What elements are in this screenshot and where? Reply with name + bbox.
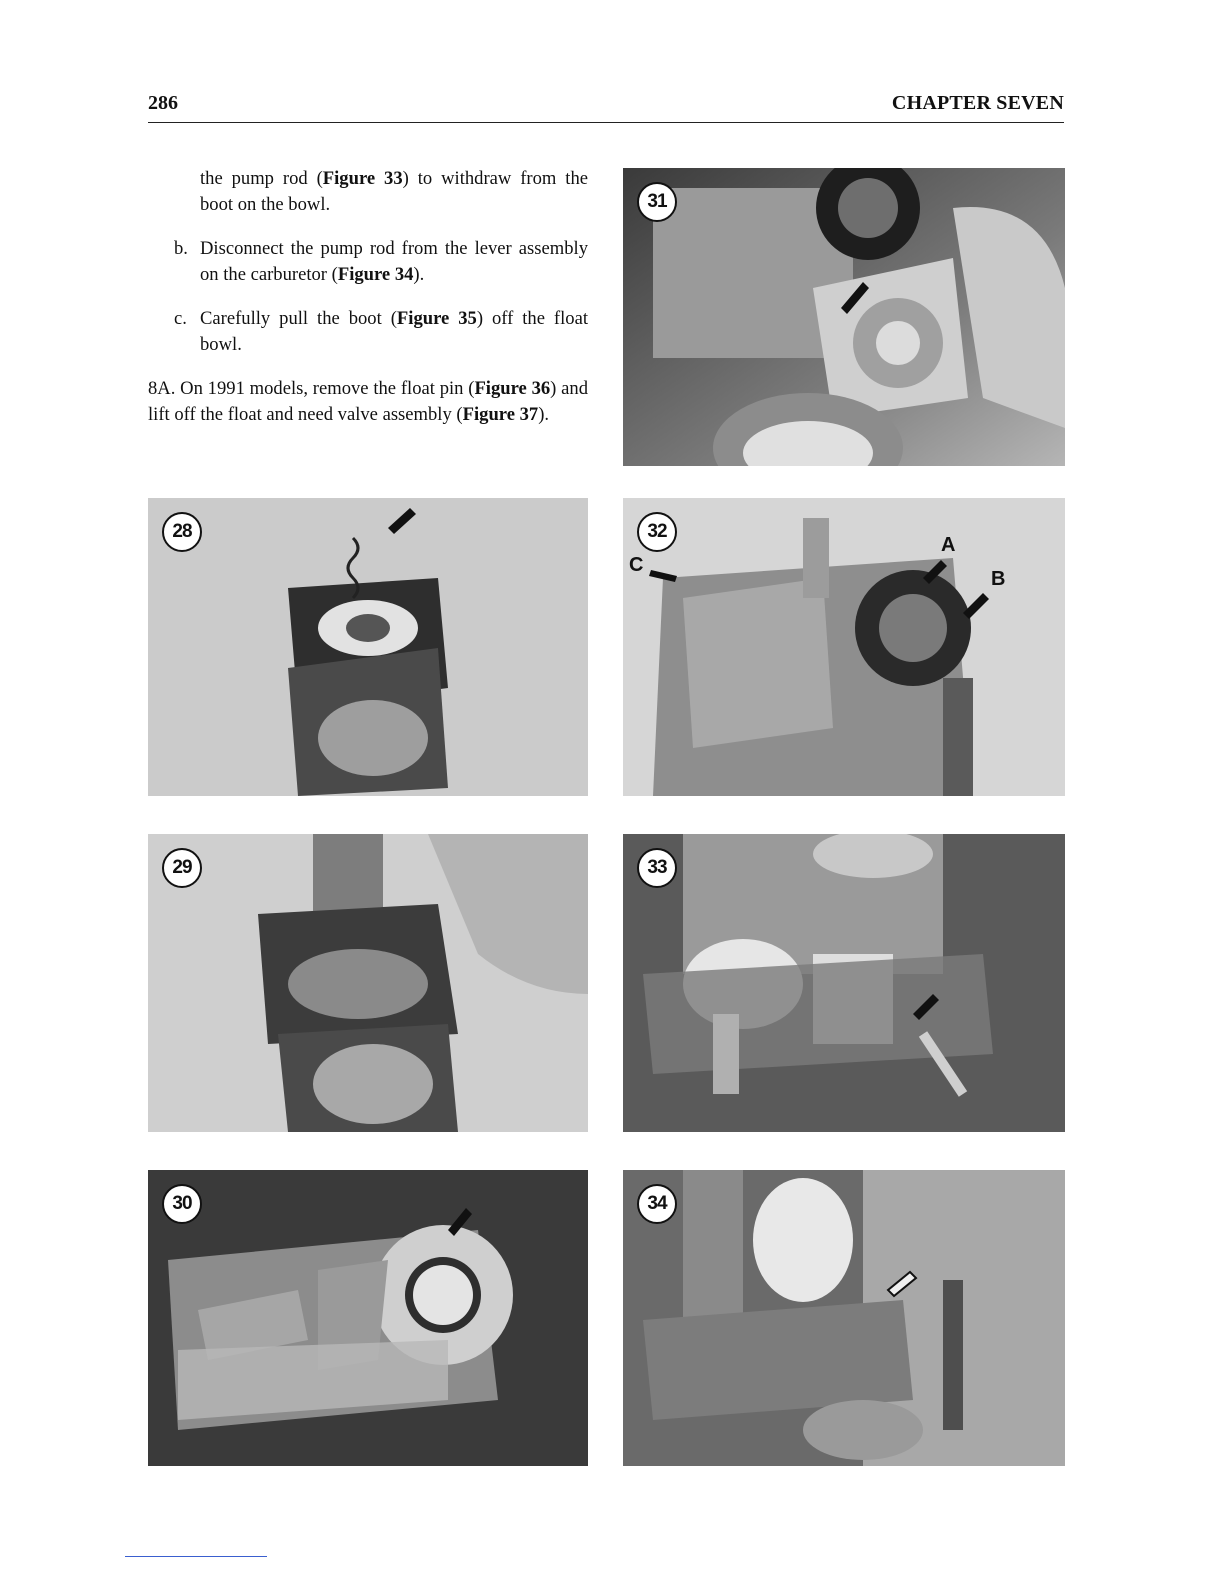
figure-32-photo <box>623 498 1065 796</box>
figure-30-photo <box>148 1170 588 1466</box>
figure-reference: Figure 37 <box>462 403 539 425</box>
carburetor-photo-29 <box>148 834 588 1132</box>
figure-number-badge: 31 <box>637 182 677 222</box>
list-marker: c. <box>174 308 187 329</box>
callout-label-b: B <box>991 568 1006 590</box>
carburetor-photo-30 <box>148 1170 588 1466</box>
list-marker: b. <box>174 238 188 259</box>
figure-reference: Figure 34 <box>337 263 414 285</box>
body-text <box>148 166 588 446</box>
carburetor-photo-31 <box>623 168 1065 466</box>
callout-label-a: A <box>941 534 956 556</box>
chapter-title: CHAPTER SEVEN <box>891 92 1064 114</box>
figure-31-photo <box>623 168 1065 466</box>
figure-number-badge: 29 <box>162 848 202 888</box>
list-item-b: b. Disconnect the pump rod from the lever assembly on the carburetor (Figure 34). <box>174 238 588 285</box>
figure-28-photo <box>148 498 588 796</box>
figure-34-photo <box>623 1170 1065 1466</box>
carburetor-photo-33 <box>623 834 1065 1132</box>
carburetor-photo-32 <box>623 498 1065 796</box>
figure-33-photo <box>623 834 1065 1132</box>
callout-label-c: C <box>629 554 644 576</box>
figure-reference: Figure 33 <box>322 168 403 189</box>
figure-reference: Figure 35 <box>396 308 477 329</box>
paragraph-pump-rod: the pump rod (Figure 33) to withdraw from the boot on the bowl. <box>200 168 588 215</box>
figure-number-badge: 30 <box>162 1184 202 1224</box>
page-number: 286 <box>148 92 178 114</box>
figure-number-badge: 28 <box>162 512 202 552</box>
figure-reference: Figure 36 <box>474 378 551 399</box>
paragraph-step-8a: 8A. On 1991 models, remove the float pin (Figure 36) and lift off the float and need valve assembly (Figure 37). <box>148 378 588 425</box>
figure-number-badge: 33 <box>637 848 677 888</box>
carburetor-photo-28 <box>148 498 588 796</box>
footer-rule <box>125 1556 267 1557</box>
figure-29-photo <box>148 834 588 1132</box>
list-item-c: c. Carefully pull the boot (Figure 35) off the float bowl. <box>174 308 588 355</box>
carburetor-photo-34 <box>623 1170 1065 1466</box>
figure-number-badge: 32 <box>637 512 677 552</box>
figure-number-badge: 34 <box>637 1184 677 1224</box>
page-header <box>148 90 1064 123</box>
